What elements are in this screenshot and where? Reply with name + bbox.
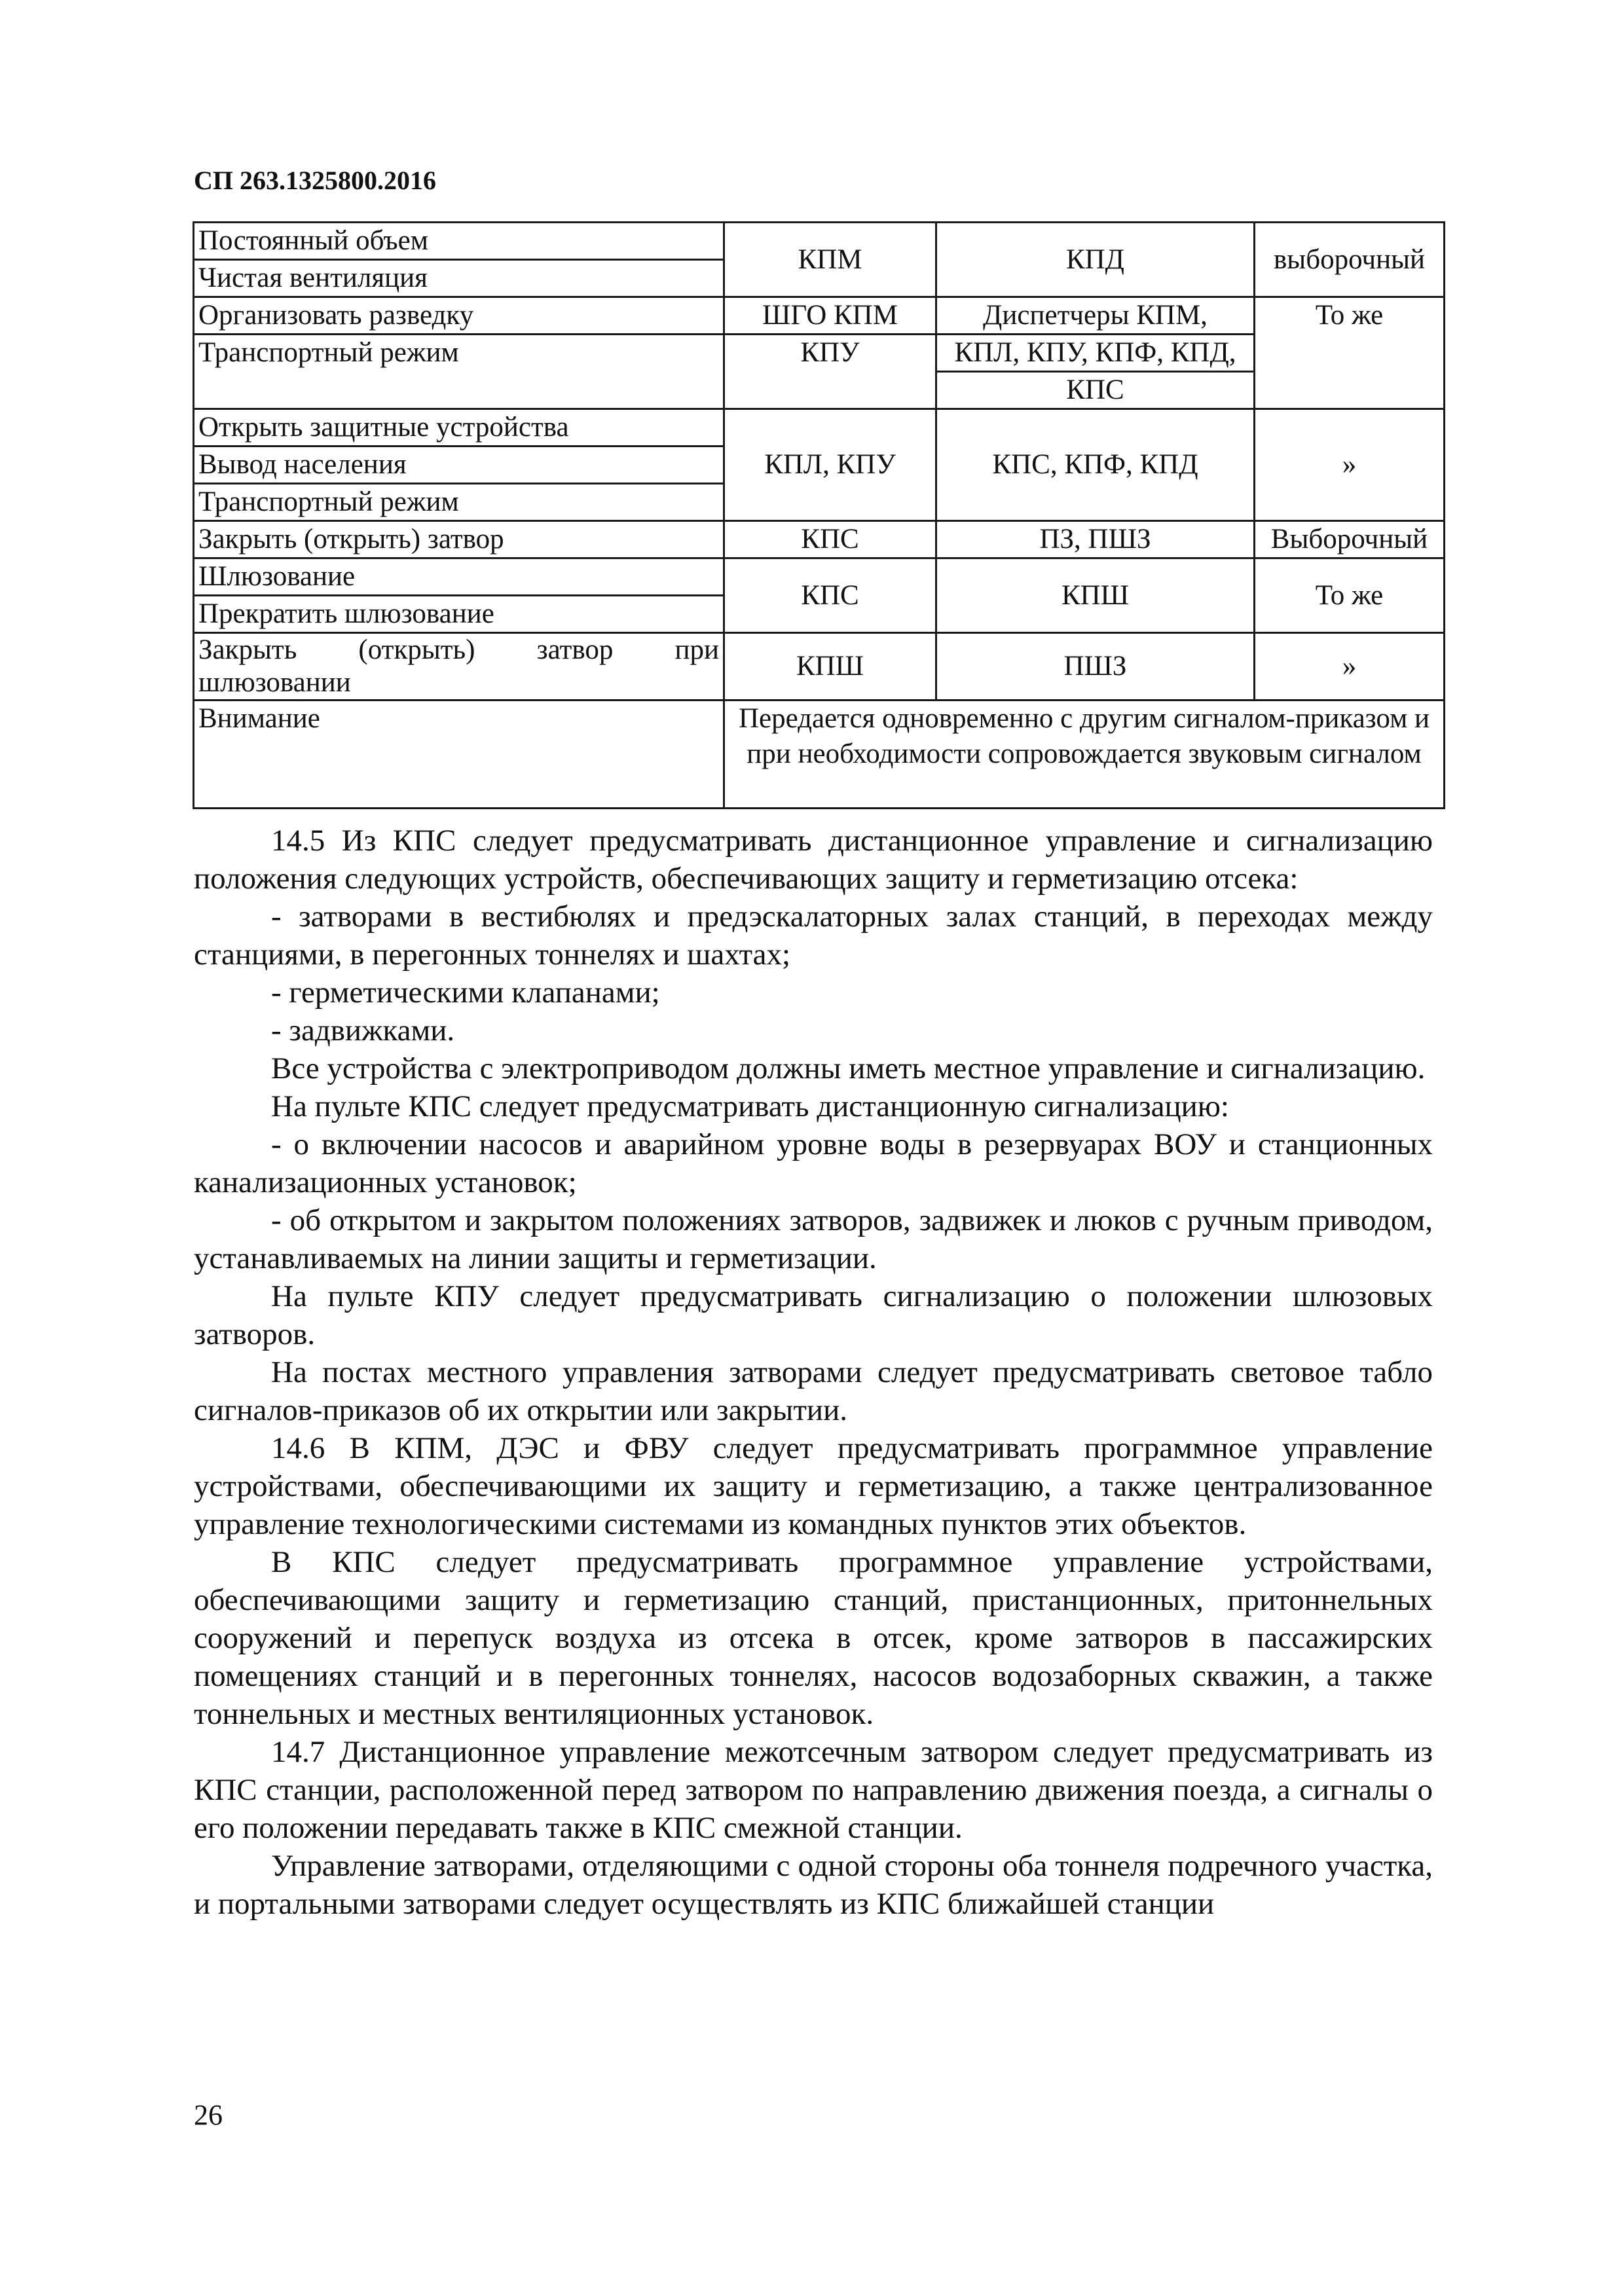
sender-cell: КПШ (724, 633, 936, 701)
mode-cell: выборочный (1255, 223, 1445, 297)
mode-cell: Выборочный (1255, 521, 1445, 558)
signal-cell: Транспортный режим (194, 335, 724, 409)
sender-cell: КПЛ, КПУ (724, 409, 936, 521)
receiver-cell: КПС (936, 372, 1255, 409)
receiver-cell: КПЛ, КПУ, КПФ, КПД, (936, 335, 1255, 372)
page-number: 26 (194, 2099, 223, 2131)
signal-cell: Транспортный режим (194, 484, 724, 521)
signal-cell-line: шлюзовании (198, 667, 351, 698)
sender-cell: ШГО КПМ (724, 297, 936, 335)
paragraph: - об открытом и закрытом положениях затворов, задвижек и люков с ручным приводом, устанавливаемых на линии защиты и герметизации. (194, 1203, 1433, 1275)
signal-cell-line: Закрыть (открыть) затвор при (198, 634, 719, 665)
mode-cell: » (1255, 633, 1445, 701)
paragraph: В КПС следует предусматривать программное управление устройствами, обеспечивающими защиту и герметизацию станций, пристанционных, притоннельных сооружений и перепуск воздуха из отсека в отсек, кроме затворов в пассажирских помещениях станций и в перегонных тоннелях, насосов водозаборных скважин, а также тоннельных и местных вентиляционных установок. (194, 1545, 1433, 1731)
paragraph: Все устройства с электроприводом должны иметь местное управление и сигнализацию. (271, 1051, 1426, 1085)
signal-cell: Шлюзование (194, 558, 724, 596)
receiver-cell: ПШЗ (936, 633, 1255, 701)
paragraph: Управление затворами, отделяющими с одной стороны оба тоннеля подречного участка, и портальными затворами следует осуществлять из КПС ближайшей станции (194, 1849, 1433, 1921)
paragraph: - затворами в вестибюлях и предэскалаторных залах станций, в переходах между станциями, в перегонных тоннелях и шахтах; (194, 900, 1433, 972)
receiver-cell: КПШ (936, 558, 1255, 633)
signal-cell: Вывод населения (194, 446, 724, 484)
signal-cell: Внимание (194, 701, 724, 809)
note-cell: Передается одновременно с другим сигналом-приказом и при необходимости сопровождается звуковым сигналом (724, 701, 1445, 809)
receiver-cell: КПС, КПФ, КПД (936, 409, 1255, 521)
signal-cell: Организовать разведку (194, 297, 724, 335)
signal-table (193, 221, 1445, 809)
table-row (194, 409, 1445, 446)
sender-cell: КПМ (724, 223, 936, 297)
table-row (194, 558, 1445, 596)
signal-cell: Постоянный объем (194, 223, 724, 260)
signal-cell: Открыть защитные устройства (194, 409, 724, 446)
table-row (194, 701, 1445, 809)
receiver-cell: ПЗ, ПШЗ (936, 521, 1255, 558)
signal-cell: Закрыть (открыть) затвор (194, 521, 724, 558)
paragraph: - о включении насосов и аварийном уровне воды в резервуарах ВОУ и станционных канализационных установок; (194, 1127, 1433, 1199)
sender-cell: КПУ (724, 335, 936, 409)
table-row (194, 633, 1445, 701)
paragraph: 14.7 Дистанционное управление межотсечным затвором следует предусматривать из КПС станции, расположенной перед затвором по направлению движения поезда, а сигналы о его положении передавать также в КПС смежной станции. (194, 1735, 1433, 1845)
paragraph: 14.5 Из КПС следует предусматривать дистанционное управление и сигнализацию положения следующих устройств, обеспечивающих защиту и герметизацию отсека: (194, 824, 1433, 896)
paragraph: На пульте КПС следует предусматривать дистанционную сигнализацию: (271, 1089, 1229, 1123)
paragraph: 14.6 В КПМ, ДЭС и ФВУ следует предусматривать программное управление устройствами, обеспечивающими их защиту и герметизацию, а также централизованное управление технологическими системами из командных пунктов этих объектов. (194, 1431, 1433, 1541)
signal-cell: Прекратить шлюзование (194, 596, 724, 633)
paragraph: На постах местного управления затворами следует предусматривать световое табло сигналов-приказов об их открытии или закрытии. (194, 1355, 1433, 1427)
paragraph: На пульте КПУ следует предусматривать сигнализацию о положении шлюзовых затворов. (194, 1279, 1433, 1351)
receiver-cell: Диспетчеры КПМ, (936, 297, 1255, 335)
paragraph: - задвижками. (271, 1013, 455, 1048)
table-row (194, 223, 1445, 260)
mode-cell: » (1255, 409, 1445, 521)
signal-cell: Чистая вентиляция (194, 260, 724, 297)
table-row (194, 521, 1445, 558)
mode-cell: То же (1255, 558, 1445, 633)
mode-cell: То же (1255, 297, 1445, 409)
document-code-header: СП 263.1325800.2016 (194, 166, 436, 195)
body-text (194, 822, 1433, 1923)
paragraph: - герметическими клапанами; (271, 975, 660, 1010)
table-row (194, 297, 1445, 335)
signal-cell (194, 633, 724, 701)
sender-cell: КПС (724, 558, 936, 633)
sender-cell: КПС (724, 521, 936, 558)
receiver-cell: КПД (936, 223, 1255, 297)
